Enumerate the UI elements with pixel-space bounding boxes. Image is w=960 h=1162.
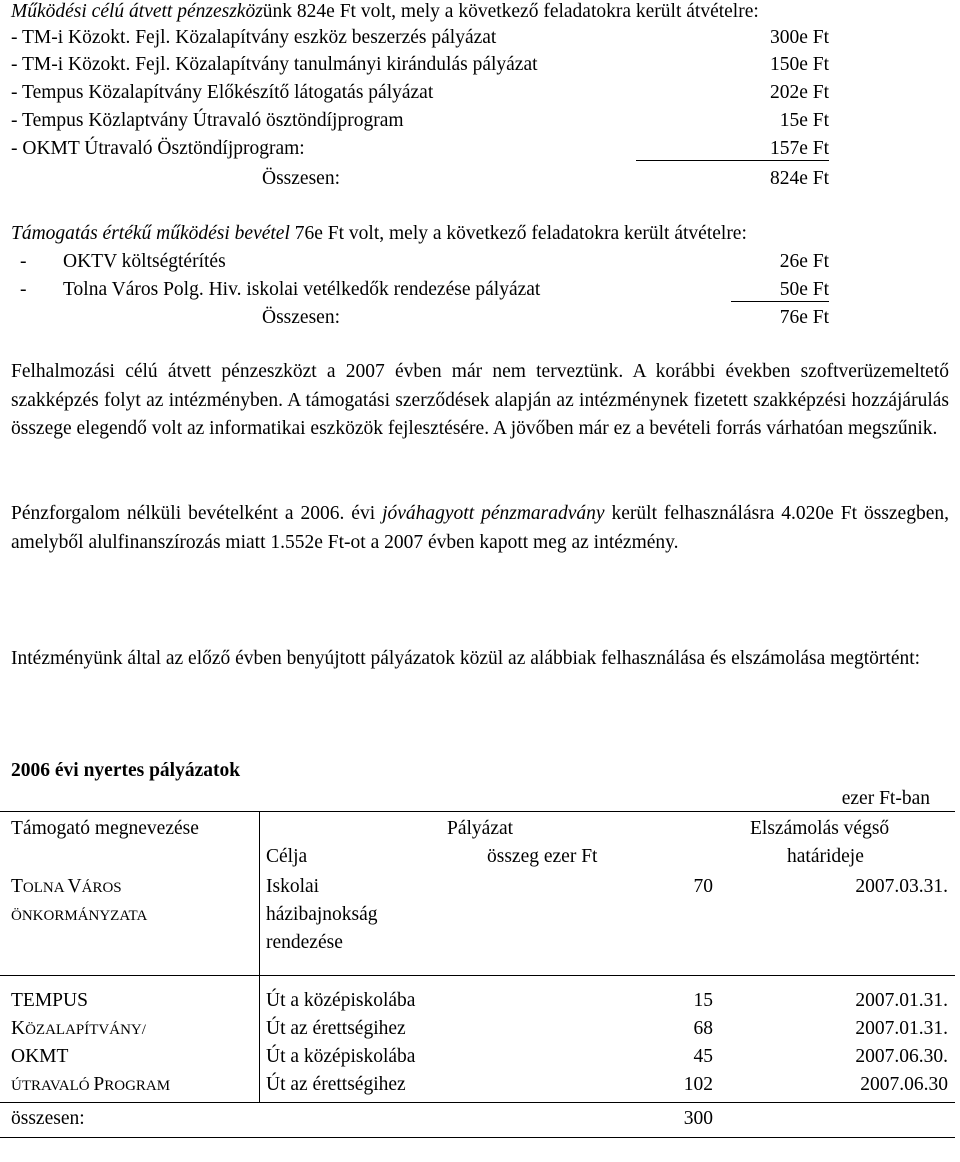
section1-item-amount: 157e Ft bbox=[636, 137, 829, 161]
section2-item-dash: - bbox=[20, 251, 27, 272]
table-heading: 2006 évi nyertes pályázatok bbox=[11, 760, 241, 781]
section1-total-label: Összesen: bbox=[262, 168, 340, 189]
col-header-settlement: Elszámolás végső bbox=[750, 818, 890, 839]
paragraph-applications: Intézményünk által az előző évben benyújtott pályázatok közül az alábbiak felhasználása és elszámolása megtörtént: bbox=[11, 648, 921, 669]
section1-item-amount: 15e Ft bbox=[779, 110, 829, 131]
table-total-amount: 300 bbox=[683, 1108, 713, 1129]
row2-purpose: Út a középiskolába bbox=[266, 990, 416, 1011]
section1-item-amount: 300e Ft bbox=[769, 27, 829, 48]
row2-supporter-line1: TEMPUS bbox=[11, 990, 88, 1011]
section1-item-amount: 202e Ft bbox=[769, 82, 829, 103]
col-header-purpose: Célja bbox=[266, 846, 308, 867]
paragraph-capital-funds: Felhalmozási célú átvett pénzeszközt a 2007 évben már nem terveztünk. A korábbi években szoftverüzemeltető szakképzés folyt az intézményben. A támogatási szerződések alapján az intézménynek fizetett szakképzési hozzájárulás összege elegendő volt az informatikai eszközök fejlesztésére. A jövőben már ez a bevételi forrás várhatóan megszűnik. bbox=[11, 361, 949, 439]
row2-deadline: 2007.06.30 bbox=[860, 1074, 948, 1095]
row2-supporter-line4: ÚTRAVALÓ PROGRAM bbox=[11, 1074, 171, 1095]
row2-amount: 45 bbox=[693, 1046, 713, 1067]
row2-deadline: 2007.01.31. bbox=[855, 990, 948, 1011]
section1-item-label: - Tempus Közlaptvány Útravaló ösztöndíjprogram bbox=[11, 110, 404, 131]
section2-intro-italic: Támogatás értékű működési bevétel bbox=[11, 223, 290, 244]
section2-intro-rest: 76e Ft volt, mely a következő feladatokra került átvételre: bbox=[289, 223, 747, 244]
table-unit: ezer Ft-ban bbox=[841, 788, 930, 809]
paragraph-residual-italic: jóváhagyott pénzmaradvány bbox=[382, 503, 605, 524]
row2-amount: 68 bbox=[693, 1018, 713, 1039]
row2-amount: 102 bbox=[683, 1074, 713, 1095]
table-total-label: összesen: bbox=[11, 1108, 85, 1129]
section1-intro-italic: Működési célú átvett pénzeszköz bbox=[11, 1, 263, 22]
row1-purpose: házibajnokság bbox=[266, 904, 378, 925]
section1-item-label: - OKMT Útravaló Ösztöndíjprogram: bbox=[11, 138, 305, 159]
section1-intro bbox=[11, 0, 759, 24]
section2-item-dash: - bbox=[20, 279, 27, 300]
paragraph-residual-after: került felhasználásra 4.020e Ft összegben, amelyből alulfinanszírozás miatt 1.552e Ft-ot a 2007 évben kapott meg az intézmény. bbox=[11, 503, 949, 553]
section1-item-amount: 150e Ft bbox=[769, 54, 829, 75]
row2-purpose: Út az érettségihez bbox=[266, 1018, 406, 1039]
row1-amount: 70 bbox=[693, 876, 713, 897]
row2-deadline: 2007.06.30. bbox=[855, 1046, 948, 1067]
table-col-divider bbox=[259, 811, 260, 1102]
section1-total-amount: 824e Ft bbox=[769, 168, 829, 189]
section1-intro-rest: ünk 824e Ft volt, mely a következő feladatokra került átvételre: bbox=[262, 1, 759, 22]
row2-deadline: 2007.01.31. bbox=[855, 1018, 948, 1039]
col-header-deadline: határideje bbox=[787, 846, 864, 867]
section2-total-label: Összesen: bbox=[262, 307, 340, 328]
col-header-supporter: Támogató megnevezése bbox=[11, 818, 199, 839]
row1-supporter-line2: ÖNKORMÁNYZATA bbox=[11, 908, 148, 924]
row1-purpose: rendezése bbox=[266, 932, 343, 953]
row1-supporter-line1: TOLNA VÁROS bbox=[11, 876, 122, 897]
row2-supporter-line3: OKMT bbox=[11, 1046, 69, 1067]
row1-purpose: Iskolai bbox=[266, 876, 320, 897]
row2-amount: 15 bbox=[693, 990, 713, 1011]
table-border-top bbox=[0, 811, 955, 812]
row2-supporter-line2: KÖZALAPÍTVÁNY/ bbox=[11, 1018, 146, 1039]
row2-purpose: Út a középiskolába bbox=[266, 1046, 416, 1067]
paragraph-residual-before: Pénzforgalom nélküli bevételként a 2006. évi bbox=[11, 503, 383, 524]
section2-item-label: OKTV költségtérítés bbox=[63, 251, 226, 272]
row2-purpose: Út az érettségihez bbox=[266, 1074, 406, 1095]
section1-item-label: - TM-i Közokt. Fejl. Közalapítvány tanulmányi kirándulás pályázat bbox=[11, 54, 538, 75]
table-row-divider bbox=[0, 1102, 955, 1103]
col-header-amount: összeg ezer Ft bbox=[487, 846, 598, 867]
row1-deadline: 2007.03.31. bbox=[855, 876, 948, 897]
section2-item-amount: 50e Ft bbox=[731, 278, 829, 302]
section2-total-amount: 76e Ft bbox=[779, 307, 829, 328]
section2-item-label: Tolna Város Polg. Hiv. iskolai vetélkedők rendezése pályázat bbox=[63, 279, 541, 300]
col-header-application: Pályázat bbox=[447, 818, 514, 839]
section1-item-label: - Tempus Közalapítvány Előkészítő látogatás pályázat bbox=[11, 82, 434, 103]
table-row-divider bbox=[0, 975, 955, 976]
section2-item-amount: 26e Ft bbox=[779, 251, 829, 272]
table-border-bottom bbox=[0, 1137, 955, 1138]
section1-item-label: - TM-i Közokt. Fejl. Közalapítvány eszköz beszerzés pályázat bbox=[11, 27, 497, 48]
paragraph-residual bbox=[11, 500, 949, 557]
section2-intro bbox=[11, 222, 747, 246]
